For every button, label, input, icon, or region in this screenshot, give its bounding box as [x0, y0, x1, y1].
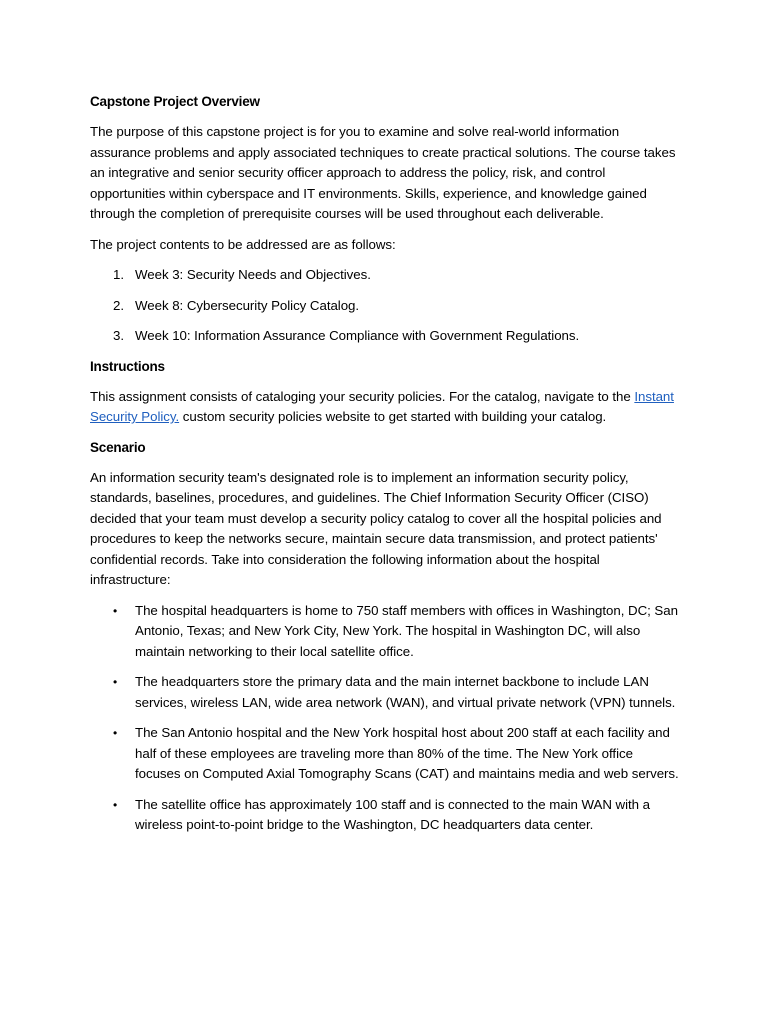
list-item-text: The headquarters store the primary data and the main internet backbone to include LAN services, wireless LAN, wide area network (WAN), and virtual private network (VPN) tunnels.: [135, 674, 676, 710]
bullet-icon: •: [113, 675, 118, 689]
overview-heading: Capstone Project Overview: [90, 94, 260, 109]
list-number: 2.: [113, 297, 124, 313]
infrastructure-bullet-list: [90, 601, 680, 836]
list-item: [90, 265, 680, 286]
scenario-paragraph: An information security team's designated role is to implement an information security policy, standards, baselines, procedures, and guidelines. The Chief Information Security Officer (CISO) decided that your team must develop a security policy catalog to cover all the hospital policies and procedures to keep the networks secure, maintain secure data transmission, and protect patients' confidential records. Take into consideration the following information about the hospital infrastructure:: [90, 469, 662, 587]
project-contents-list: [90, 265, 680, 347]
instructions-text-before: This assignment consists of cataloging your security policies. For the catalog, navigate to the: [90, 388, 635, 404]
instructions-paragraph: [90, 387, 680, 428]
list-item-text: The hospital headquarters is home to 750 staff members with offices in Washington, DC; San Antonio, Texas; and New York City, New York. The hospital in Washington DC, will also maintain networking to their local satellite office.: [135, 602, 678, 659]
list-item-text: The satellite office has approximately 100 staff and is connected to the main WAN with a wireless point-to-point bridge to the Washington, DC headquarters data center.: [135, 796, 650, 832]
contents-intro: The project contents to be addressed are as follows:: [90, 236, 396, 252]
list-item-text: The San Antonio hospital and the New York hospital host about 200 staff at each facility and half of these employees are traveling more than 80% of the time. The New York office focuses on Computed Axial Tomography Scans (CAT) and maintains media and web servers.: [135, 725, 679, 781]
list-item: [90, 326, 680, 347]
list-item: [90, 795, 680, 836]
scenario-heading: Scenario: [90, 439, 146, 455]
instructions-heading: Instructions: [90, 358, 165, 374]
list-item: [90, 296, 680, 317]
list-number: 1.: [113, 267, 124, 282]
list-item-text: Week 10: Information Assurance Compliance with Government Regulations.: [135, 328, 580, 343]
overview-paragraph: The purpose of this capstone project is for you to examine and solve real-world information assurance problems and apply associated techniques to create practical solutions. The course takes an integrative and senior security officer approach to address the policy, risk, and control opportunities within cyberspace and IT environments. Skills, experience, and knowledge gained through the completion of prerequisite courses will be used throughout each deliverable.: [90, 124, 676, 221]
list-item: [90, 601, 680, 663]
list-item: [90, 672, 680, 713]
list-item: [90, 723, 680, 785]
bullet-icon: •: [113, 797, 118, 812]
list-item-text: Week 3: Security Needs and Objectives.: [135, 267, 371, 282]
list-number: 3.: [113, 328, 124, 343]
list-item-text: Week 8: Cybersecurity Policy Catalog.: [135, 297, 360, 313]
instant-security-policy-link[interactable]: Instant Security Policy.: [90, 388, 674, 424]
bullet-icon: •: [113, 726, 118, 740]
instructions-text-after: custom security policies website to get started with building your catalog.: [179, 409, 607, 424]
bullet-icon: •: [113, 603, 118, 618]
